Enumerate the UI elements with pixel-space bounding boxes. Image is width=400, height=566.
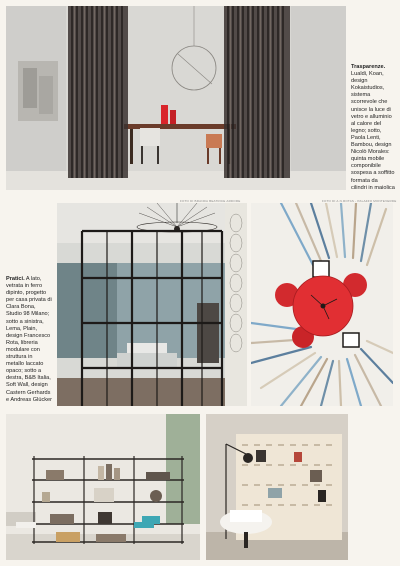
caption-line: sospesa a soffitto: [351, 170, 395, 177]
photo-sliding-doors: [6, 6, 346, 190]
photo-soft-wall: [206, 414, 348, 560]
caption-line: legno; sotto,: [351, 127, 382, 134]
caption-line: sotto a sinistra,: [6, 318, 44, 325]
sliding-doors-illustration: [6, 6, 346, 190]
caption-line: Lualdi, Koan,: [351, 71, 384, 78]
caption-line: Nicolò Morales:: [351, 149, 390, 156]
caption-line: vetrata in ferro: [6, 283, 43, 290]
photo-lema-bookcase: [6, 414, 200, 560]
caption-line: dipinto, progetto: [6, 290, 47, 297]
caption-line: design: [351, 78, 368, 85]
caption-pratici-heading: Pratici.: [6, 276, 25, 282]
caption-line: Kokaistudios,: [351, 85, 385, 92]
caption-line: Paola Lenti,: [351, 134, 381, 141]
photo-red-table-topdown: [251, 203, 393, 406]
caption-line: Castern Gerhards: [6, 389, 51, 396]
caption-line: quinta mobile: [351, 156, 385, 163]
caption-line: destra, B&B Italia,: [6, 375, 51, 382]
photo-glass-partition: [57, 203, 247, 406]
caption-trasparenze-heading: Trasparenze.: [351, 64, 386, 70]
caption-line: Clara Bona,: [6, 304, 36, 311]
caption-line: formata da: [351, 177, 378, 184]
caption-line: Rota, libreria: [6, 339, 38, 346]
caption-line: Lema, Plain,: [6, 325, 38, 332]
caption-line: al calore del: [351, 120, 382, 127]
caption-line: unisce la luce di: [351, 106, 391, 113]
caption-line: metallo laccato: [6, 361, 44, 368]
photo-credit: FOTO DI BRANDA BEATRICE ARDORE: [180, 199, 241, 203]
caption-line: A lato,: [25, 276, 42, 282]
glass-partition-illustration: [57, 203, 247, 406]
caption-line: e Andreas Glücker: [6, 396, 53, 403]
caption-line: design Francesco: [6, 332, 51, 339]
bookcase-illustration: [6, 414, 200, 560]
caption-line: struttura in: [6, 354, 33, 361]
caption-line: scorrevole che: [351, 99, 388, 106]
caption-line: sistema: [351, 92, 371, 99]
photo-credit: FOTO DI A.N.ROTAS - PALAZZO MONTEVERDE: [322, 199, 397, 203]
caption-line: componibile: [351, 163, 381, 170]
caption-line: Bambou, design: [351, 142, 392, 149]
caption-line: Soft Wall, design: [6, 382, 48, 389]
caption-line: per casa privata di: [6, 297, 52, 304]
caption-line: modulare con: [6, 346, 40, 353]
soft-wall-illustration: [206, 414, 348, 560]
red-table-illustration: [251, 203, 393, 406]
caption-line: opaco; sotto a: [6, 368, 42, 375]
caption-line: vetro e alluminio: [351, 113, 392, 120]
caption-trasparenze: [351, 64, 397, 192]
caption-line: cilindri in maiolica: [351, 184, 395, 191]
caption-pratici: [6, 276, 54, 404]
caption-line: Studio 98 Milano;: [6, 311, 50, 318]
